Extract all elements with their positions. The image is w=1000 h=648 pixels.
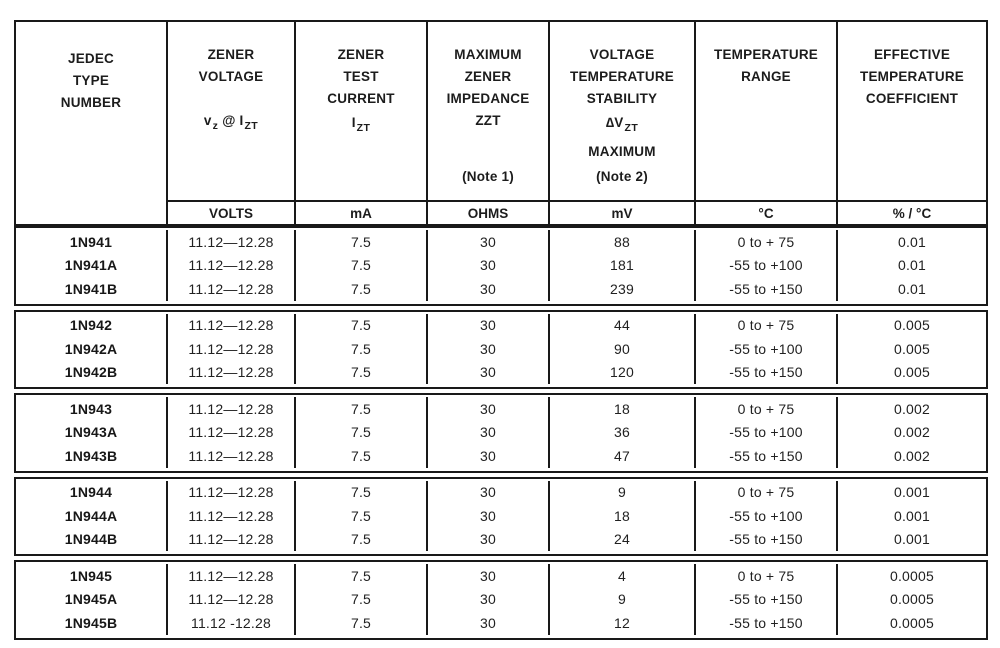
cell-zener-voltage: 11.12—12.28 — [166, 421, 294, 445]
cell-temp-range: -55 to +150 — [694, 611, 836, 635]
symbol-base: ∆V — [605, 115, 624, 130]
cell-jedec-type: 1N945B — [64, 614, 118, 631]
header-line: CURRENT — [327, 91, 395, 106]
cell-test-current: 7.5 — [294, 277, 426, 301]
cell-impedance: 30 — [426, 421, 548, 445]
zener-spec-table — [14, 20, 988, 640]
cell-temp-range: 0 to + 75 — [694, 397, 836, 421]
cell-impedance: 30 — [426, 564, 548, 588]
header-line: EFFECTIVE — [873, 47, 951, 62]
cell-jedec-type: 1N943 — [69, 400, 113, 417]
cell-impedance: 30 — [426, 230, 548, 254]
cell-coefficient: 0.001 — [836, 504, 986, 528]
cell-temp-range: -55 to +150 — [694, 361, 836, 385]
header-line: ZZT — [475, 113, 501, 128]
header-line: MAXIMUM — [454, 47, 522, 62]
cell-zener-voltage: 11.12—12.28 — [166, 361, 294, 385]
header-zener-voltage — [166, 22, 294, 200]
header-line: TEST — [343, 69, 379, 84]
cell-temp-range: -55 to +150 — [694, 277, 836, 301]
cell-test-current: 7.5 — [294, 564, 426, 588]
header-line: STABILITY — [586, 91, 658, 106]
symbol-sub: z — [212, 120, 219, 133]
cell-coefficient: 0.01 — [836, 277, 986, 301]
symbol-sub: ZT — [624, 122, 639, 135]
cell-coefficient: 0.005 — [836, 337, 986, 361]
cell-temp-range: -55 to +100 — [694, 504, 836, 528]
cell-stability: 88 — [548, 230, 694, 254]
cell-coefficient: 0.01 — [836, 230, 986, 254]
cell-temp-range: -55 to +150 — [694, 528, 836, 552]
cell-stability: 47 — [548, 444, 694, 468]
header-line: TEMPERATURE — [714, 47, 818, 62]
cell-jedec-type: 1N942 — [69, 317, 113, 334]
cell-test-current: 7.5 — [294, 337, 426, 361]
cell-stability: 9 — [548, 588, 694, 612]
cell-jedec-type: 1N944B — [64, 531, 118, 548]
header-line: ZENER — [207, 47, 255, 62]
cell-coefficient: 0.002 — [836, 444, 986, 468]
header-line: COEFFICIENT — [865, 91, 959, 106]
cell-zener-voltage: 11.12—12.28 — [166, 277, 294, 301]
cell-test-current: 7.5 — [294, 397, 426, 421]
izt-symbol — [352, 110, 371, 141]
cell-zener-voltage: 11.12—12.28 — [166, 230, 294, 254]
cell-jedec-type: 1N943A — [64, 424, 118, 441]
cell-test-current: 7.5 — [294, 504, 426, 528]
cell-test-current: 7.5 — [294, 588, 426, 612]
unit-ma: mA — [294, 200, 426, 224]
cell-test-current: 7.5 — [294, 444, 426, 468]
cell-stability: 239 — [548, 277, 694, 301]
header-line: MAXIMUM — [588, 144, 656, 160]
cell-test-current: 7.5 — [294, 230, 426, 254]
unit-ohms: OHMS — [426, 200, 548, 224]
cell-stability: 4 — [548, 564, 694, 588]
symbol-base: I — [239, 113, 244, 128]
cell-impedance: 30 — [426, 528, 548, 552]
header-line: ZENER — [337, 47, 385, 62]
header-line: JEDEC — [67, 51, 114, 66]
table-row — [16, 444, 986, 468]
table-header — [14, 20, 988, 226]
cell-stability: 120 — [548, 361, 694, 385]
cell-jedec-type: 1N942A — [64, 340, 118, 357]
header-line: TEMPERATURE — [570, 69, 674, 84]
cell-coefficient: 0.005 — [836, 361, 986, 385]
note-2-ref: (Note 2) — [596, 169, 648, 184]
cell-temp-range: -55 to +100 — [694, 254, 836, 278]
cell-jedec-type: 1N945 — [69, 567, 113, 584]
table-row — [16, 528, 986, 552]
cell-zener-voltage: 11.12—12.28 — [166, 444, 294, 468]
cell-zener-voltage: 11.12—12.28 — [166, 481, 294, 505]
table-row — [16, 611, 986, 635]
header-line: VOLTAGE — [198, 69, 264, 84]
table-row — [16, 254, 986, 278]
cell-zener-voltage: 11.12—12.28 — [166, 397, 294, 421]
cell-impedance: 30 — [426, 254, 548, 278]
cell-zener-voltage: 11.12—12.28 — [166, 564, 294, 588]
cell-temp-range: 0 to + 75 — [694, 564, 836, 588]
table-row — [16, 314, 986, 338]
cell-impedance: 30 — [426, 397, 548, 421]
header-voltage-temp-stability — [548, 22, 694, 200]
table-group-1n944 — [14, 477, 988, 557]
table-group-1n945 — [14, 560, 988, 640]
cell-stability: 24 — [548, 528, 694, 552]
header-line: TYPE — [72, 73, 110, 88]
cell-coefficient: 0.001 — [836, 528, 986, 552]
cell-coefficient: 0.0005 — [836, 588, 986, 612]
cell-temp-range: -55 to +150 — [694, 588, 836, 612]
cell-zener-voltage: 11.12—12.28 — [166, 504, 294, 528]
cell-jedec-type: 1N941B — [64, 280, 118, 297]
vz-at-izt-symbol — [204, 108, 258, 139]
header-line: ZENER — [464, 69, 512, 84]
header-line: IMPEDANCE — [446, 91, 530, 106]
header-line: VOLTAGE — [589, 47, 655, 62]
cell-coefficient: 0.002 — [836, 421, 986, 445]
header-temperature-range — [694, 22, 836, 200]
symbol-base: I — [351, 115, 356, 130]
cell-zener-voltage: 11.12—12.28 — [166, 314, 294, 338]
cell-coefficient: 0.001 — [836, 481, 986, 505]
header-line: NUMBER — [60, 95, 122, 110]
cell-test-current: 7.5 — [294, 314, 426, 338]
cell-zener-voltage: 11.12—12.28 — [166, 588, 294, 612]
table-row — [16, 504, 986, 528]
note-1-ref: (Note 1) — [462, 169, 514, 184]
cell-temp-range: -55 to +150 — [694, 444, 836, 468]
header-jedec-type-number — [16, 22, 166, 224]
cell-zener-voltage: 11.12—12.28 — [166, 337, 294, 361]
cell-coefficient: 0.002 — [836, 397, 986, 421]
table-row — [16, 397, 986, 421]
symbol-sub: ZT — [244, 120, 259, 133]
table-row — [16, 421, 986, 445]
cell-temp-range: 0 to + 75 — [694, 230, 836, 254]
cell-zener-voltage: 11.12 -12.28 — [166, 611, 294, 635]
cell-coefficient: 0.005 — [836, 314, 986, 338]
header-effective-temp-coefficient — [836, 22, 986, 200]
header-line: TEMPERATURE — [860, 69, 964, 84]
table-row — [16, 337, 986, 361]
cell-impedance: 30 — [426, 361, 548, 385]
table-row — [16, 230, 986, 254]
cell-stability: 18 — [548, 504, 694, 528]
unit-celsius: °C — [694, 200, 836, 224]
cell-jedec-type: 1N945A — [64, 591, 118, 608]
cell-test-current: 7.5 — [294, 611, 426, 635]
table-row — [16, 588, 986, 612]
cell-stability: 90 — [548, 337, 694, 361]
unit-mv: mV — [548, 200, 694, 224]
header-line: RANGE — [741, 69, 791, 84]
cell-stability: 9 — [548, 481, 694, 505]
cell-coefficient: 0.01 — [836, 254, 986, 278]
cell-jedec-type: 1N941 — [69, 233, 113, 250]
cell-zener-voltage: 11.12—12.28 — [166, 254, 294, 278]
header-max-zener-impedance — [426, 22, 548, 200]
table-row — [16, 277, 986, 301]
cell-zener-voltage: 11.12—12.28 — [166, 528, 294, 552]
cell-impedance: 30 — [426, 588, 548, 612]
cell-coefficient: 0.0005 — [836, 611, 986, 635]
cell-test-current: 7.5 — [294, 361, 426, 385]
cell-impedance: 30 — [426, 504, 548, 528]
cell-test-current: 7.5 — [294, 528, 426, 552]
table-row — [16, 564, 986, 588]
cell-jedec-type: 1N941A — [64, 257, 118, 274]
cell-jedec-type: 1N944 — [69, 484, 113, 501]
cell-impedance: 30 — [426, 277, 548, 301]
cell-jedec-type: 1N944A — [64, 507, 118, 524]
cell-coefficient: 0.0005 — [836, 564, 986, 588]
table-row — [16, 481, 986, 505]
cell-impedance: 30 — [426, 314, 548, 338]
table-group-1n941 — [14, 226, 988, 306]
cell-impedance: 30 — [426, 337, 548, 361]
at-sign: @ — [222, 113, 236, 128]
cell-stability: 44 — [548, 314, 694, 338]
table-group-1n942 — [14, 310, 988, 390]
cell-temp-range: -55 to +100 — [694, 421, 836, 445]
symbol-base: v — [203, 113, 212, 128]
cell-stability: 36 — [548, 421, 694, 445]
symbol-sub: ZT — [356, 122, 371, 135]
cell-jedec-type: 1N942B — [64, 364, 118, 381]
cell-test-current: 7.5 — [294, 421, 426, 445]
unit-volts: VOLTS — [166, 200, 294, 224]
cell-temp-range: 0 to + 75 — [694, 481, 836, 505]
cell-impedance: 30 — [426, 444, 548, 468]
table-group-1n943 — [14, 393, 988, 473]
table-row — [16, 361, 986, 385]
cell-temp-range: -55 to +100 — [694, 337, 836, 361]
cell-stability: 12 — [548, 611, 694, 635]
cell-stability: 181 — [548, 254, 694, 278]
header-zener-test-current — [294, 22, 426, 200]
unit-pct-per-celsius: % / °C — [836, 200, 986, 224]
cell-jedec-type: 1N943B — [64, 447, 118, 464]
cell-test-current: 7.5 — [294, 481, 426, 505]
cell-test-current: 7.5 — [294, 254, 426, 278]
delta-vzt-symbol — [606, 110, 638, 141]
cell-temp-range: 0 to + 75 — [694, 314, 836, 338]
cell-impedance: 30 — [426, 611, 548, 635]
cell-impedance: 30 — [426, 481, 548, 505]
cell-stability: 18 — [548, 397, 694, 421]
